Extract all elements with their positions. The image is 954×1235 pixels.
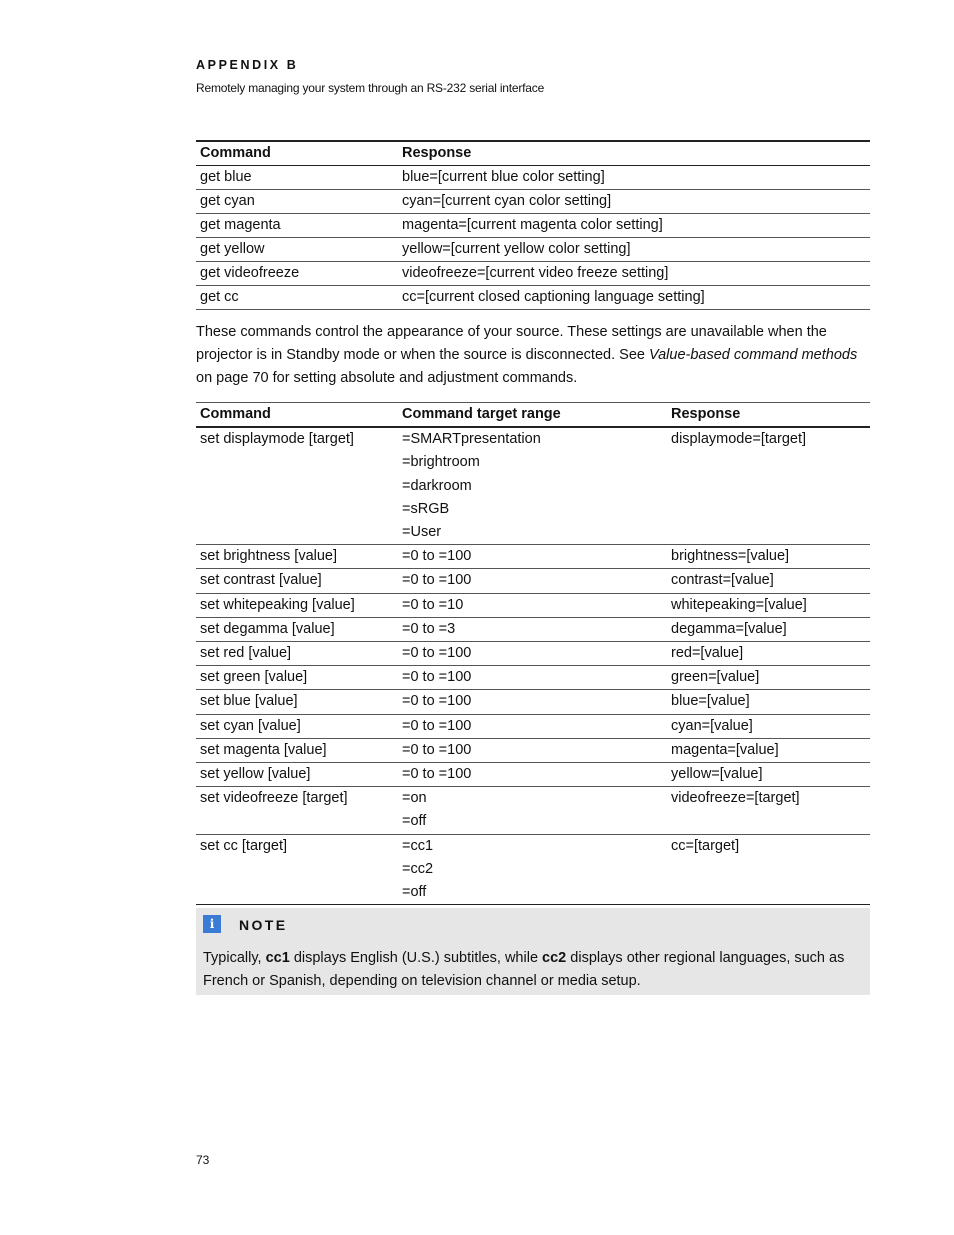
range-value: =sRGB	[402, 500, 450, 517]
range-value: =on	[402, 790, 427, 807]
range-value: =cc2	[402, 860, 434, 877]
response-cell: cc=[current closed captioning language setting]	[402, 289, 705, 305]
command-cell: set cc [target]	[200, 837, 288, 854]
range-cell: =0 to =100	[402, 669, 472, 686]
response-cell: videofreeze=[target]	[671, 790, 800, 807]
table-row	[196, 238, 870, 262]
command-cell: get yellow	[200, 241, 265, 257]
get-commands-table	[196, 140, 870, 310]
response-cell: yellow=[current yellow color setting]	[402, 241, 631, 257]
response-cell: contrast=[value]	[671, 572, 774, 589]
range-cell: =0 to =100	[402, 645, 472, 662]
response-cell: green=[value]	[671, 669, 760, 686]
range-value: =darkroom	[402, 477, 472, 494]
table-row	[196, 714, 870, 738]
table-row	[196, 763, 870, 787]
table-row	[196, 593, 870, 617]
range-value: =off	[402, 884, 427, 901]
table-row	[196, 427, 870, 545]
note-bold-term: cc1	[265, 950, 290, 966]
page-subtitle: Remotely managing your system through an RS-232 serial interface	[196, 81, 545, 95]
range-cell	[398, 427, 667, 545]
response-cell: videofreeze=[current video freeze setting]	[402, 265, 669, 281]
command-cell: set yellow [value]	[200, 766, 311, 783]
response-cell: magenta=[value]	[671, 741, 779, 758]
range-cell: =0 to =3	[402, 620, 456, 637]
table-header-row	[196, 403, 870, 428]
range-value: =User	[402, 524, 442, 541]
response-cell: cc=[target]	[671, 837, 740, 854]
response-cell: brightness=[value]	[671, 548, 790, 565]
table-row	[196, 642, 870, 666]
range-cell: =0 to =100	[402, 572, 472, 589]
table-row	[196, 666, 870, 690]
set-commands-table	[196, 402, 870, 905]
command-cell: get cc	[200, 289, 239, 305]
table-row	[196, 190, 870, 214]
page-number: 73	[196, 1153, 210, 1167]
column-header: Command target range	[402, 406, 561, 422]
table-row	[196, 617, 870, 641]
paragraph-text: on page 70 for setting absolute and adjustment commands.	[196, 370, 578, 386]
table-row	[196, 286, 870, 310]
response-cell: degamma=[value]	[671, 620, 787, 637]
range-cell: =0 to =100	[402, 741, 472, 758]
command-cell: set videofreeze [target]	[200, 790, 348, 807]
note-title: NOTE	[239, 917, 288, 933]
table-row	[196, 834, 870, 905]
response-cell: whitepeaking=[value]	[671, 596, 807, 613]
intro-paragraph	[196, 321, 876, 390]
command-cell: get blue	[200, 169, 252, 185]
range-value: =brightroom	[402, 454, 480, 471]
range-cell: =0 to =100	[402, 766, 472, 783]
response-cell: blue=[value]	[671, 693, 750, 710]
note-text-part: displays English (U.S.) subtitles, while	[289, 950, 543, 966]
range-value: =off	[402, 813, 427, 830]
note-box	[196, 908, 870, 995]
command-cell: get cyan	[200, 193, 255, 209]
note-text-part: Typically,	[203, 950, 266, 966]
table-header-row	[196, 141, 870, 166]
range-cell: =0 to =100	[402, 548, 472, 565]
command-cell: set magenta [value]	[200, 741, 327, 758]
note-bold-term: cc2	[542, 950, 567, 966]
table-row	[196, 545, 870, 569]
column-header: Command	[200, 406, 271, 422]
command-cell: set red [value]	[200, 645, 292, 662]
range-cell: =0 to =100	[402, 717, 472, 734]
range-value: =SMARTpresentation	[402, 431, 541, 448]
response-cell: magenta=[current magenta color setting]	[402, 217, 663, 233]
paragraph-text: These commands control the appearance of your source. These settings are unavailable when the projector is in Standby mode or when the source is disconnected. See	[196, 324, 827, 363]
note-text	[203, 947, 863, 993]
command-cell: set brightness [value]	[200, 548, 338, 565]
command-cell: set degamma [value]	[200, 620, 335, 637]
response-cell: yellow=[value]	[671, 766, 763, 783]
note-text-part: displays other regional languages, such as French or Spanish, depending on television channel or media setup.	[203, 950, 845, 989]
table-row	[196, 166, 870, 190]
range-cell: =0 to =100	[402, 693, 472, 710]
command-cell: get videofreeze	[200, 265, 300, 281]
table-row	[196, 214, 870, 238]
table-row	[196, 787, 870, 834]
table-row	[196, 738, 870, 762]
cross-reference-link: Value-based command methods	[648, 347, 858, 363]
response-cell: blue=[current blue color setting]	[402, 169, 605, 185]
column-header: Response	[671, 406, 741, 422]
response-cell: cyan=[value]	[671, 717, 753, 734]
command-cell: set displaymode [target]	[200, 431, 354, 448]
response-cell: red=[value]	[671, 645, 744, 662]
range-value: =cc1	[402, 837, 434, 854]
command-cell: set green [value]	[200, 669, 308, 686]
column-header: Response	[402, 145, 472, 161]
range-cell: =0 to =10	[402, 596, 464, 613]
info-icon: i	[203, 915, 221, 933]
response-cell: displaymode=[target]	[671, 431, 807, 448]
command-cell: set cyan [value]	[200, 717, 301, 734]
appendix-label: APPENDIX B	[196, 58, 299, 72]
table-row	[196, 690, 870, 714]
column-header: Command	[200, 145, 271, 161]
response-cell: cyan=[current cyan color setting]	[402, 193, 612, 209]
table-row	[196, 569, 870, 593]
range-cell	[398, 787, 667, 834]
command-cell: set whitepeaking [value]	[200, 596, 355, 613]
command-cell: get magenta	[200, 217, 281, 233]
command-cell: set contrast [value]	[200, 572, 322, 589]
range-cell	[398, 834, 667, 905]
command-cell: set blue [value]	[200, 693, 298, 710]
table-row	[196, 262, 870, 286]
